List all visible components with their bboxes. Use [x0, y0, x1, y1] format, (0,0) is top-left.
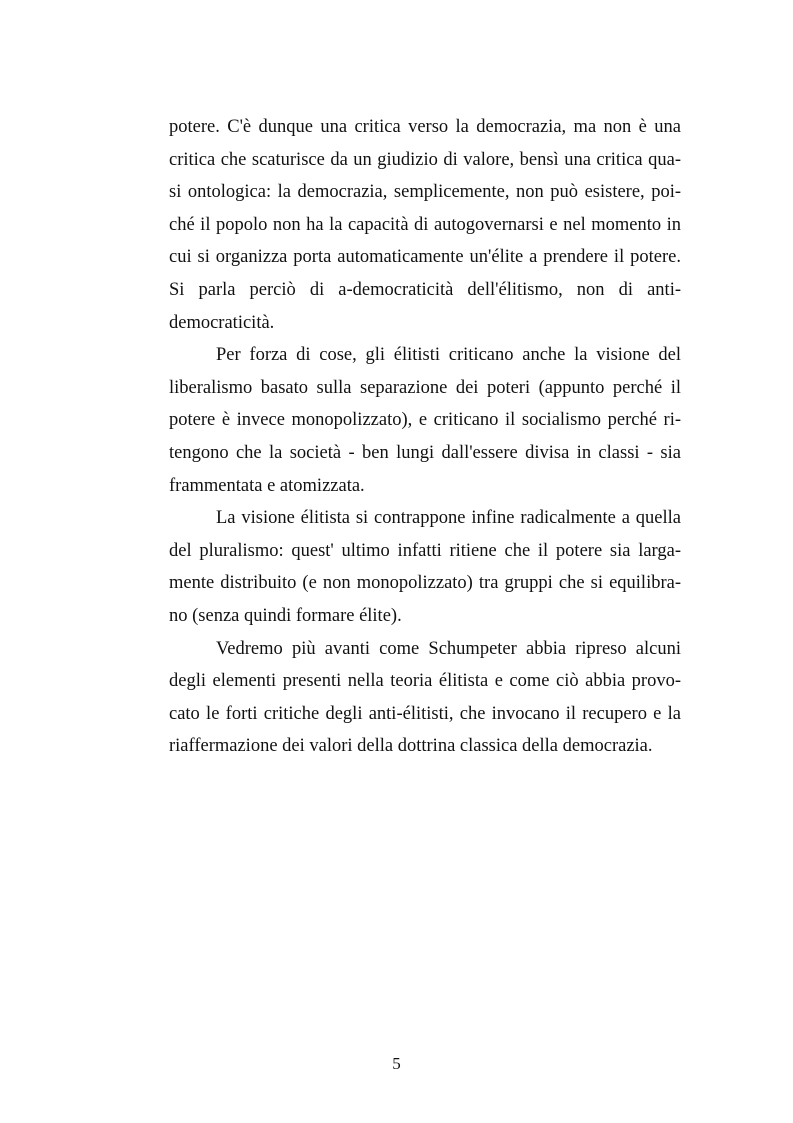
text-line: no (senza quindi formare élite).	[169, 605, 402, 626]
text-line: cui si organizza porta automaticamente un'élite a prendere il potere.	[169, 247, 681, 268]
paragraph	[169, 111, 681, 339]
text-line: Per forza di cose, gli élitisti criticano anche la visione del	[216, 345, 681, 366]
text-line: liberalismo basato sulla separazione dei poteri (appunto perché il	[169, 377, 681, 398]
text-line: Si parla perciò di a-democraticità dell'élitismo, non di anti-	[169, 279, 681, 300]
text-line: critica che scaturisce da un giudizio di valore, bensì una critica qua-	[169, 149, 681, 170]
text-line: La visione élitista si contrappone infine radicalmente a quella	[216, 508, 681, 529]
text-line: si ontologica: la democrazia, semplicemente, non può esistere, poi-	[169, 182, 681, 203]
text-line: cato le forti critiche degli anti-élitisti, che invocano il recupero e la	[169, 703, 681, 724]
text-line: potere. C'è dunque una critica verso la democrazia, ma non è una	[169, 117, 681, 137]
text-line: tengono che la società - ben lungi dall'essere divisa in classi - sia	[169, 442, 681, 463]
paragraph	[169, 633, 681, 763]
text-line: riaffermazione dei valori della dottrina classica della democrazia.	[169, 736, 653, 757]
text-line: frammentata e atomizzata.	[169, 475, 365, 496]
text-line: mente distribuito (e non monopolizzato) tra gruppi che si equilibra-	[169, 573, 681, 594]
text-line: potere è invece monopolizzato), e criticano il socialismo perché ri-	[169, 410, 681, 431]
page-number: 5	[392, 1054, 401, 1073]
paragraph	[169, 339, 681, 502]
text-line: Vedremo più avanti come Schumpeter abbia ripreso alcuni	[216, 638, 681, 659]
text-line: degli elementi presenti nella teoria élitista e come ciò abbia provo-	[169, 671, 681, 692]
text-line: ché il popolo non ha la capacità di autogovernarsi e nel momento in	[169, 214, 681, 235]
body-text	[169, 111, 681, 763]
text-line: del pluralismo: quest' ultimo infatti ritiene che il potere sia larga-	[169, 540, 681, 561]
text-line: democraticità.	[169, 312, 275, 333]
paragraph	[169, 502, 681, 632]
